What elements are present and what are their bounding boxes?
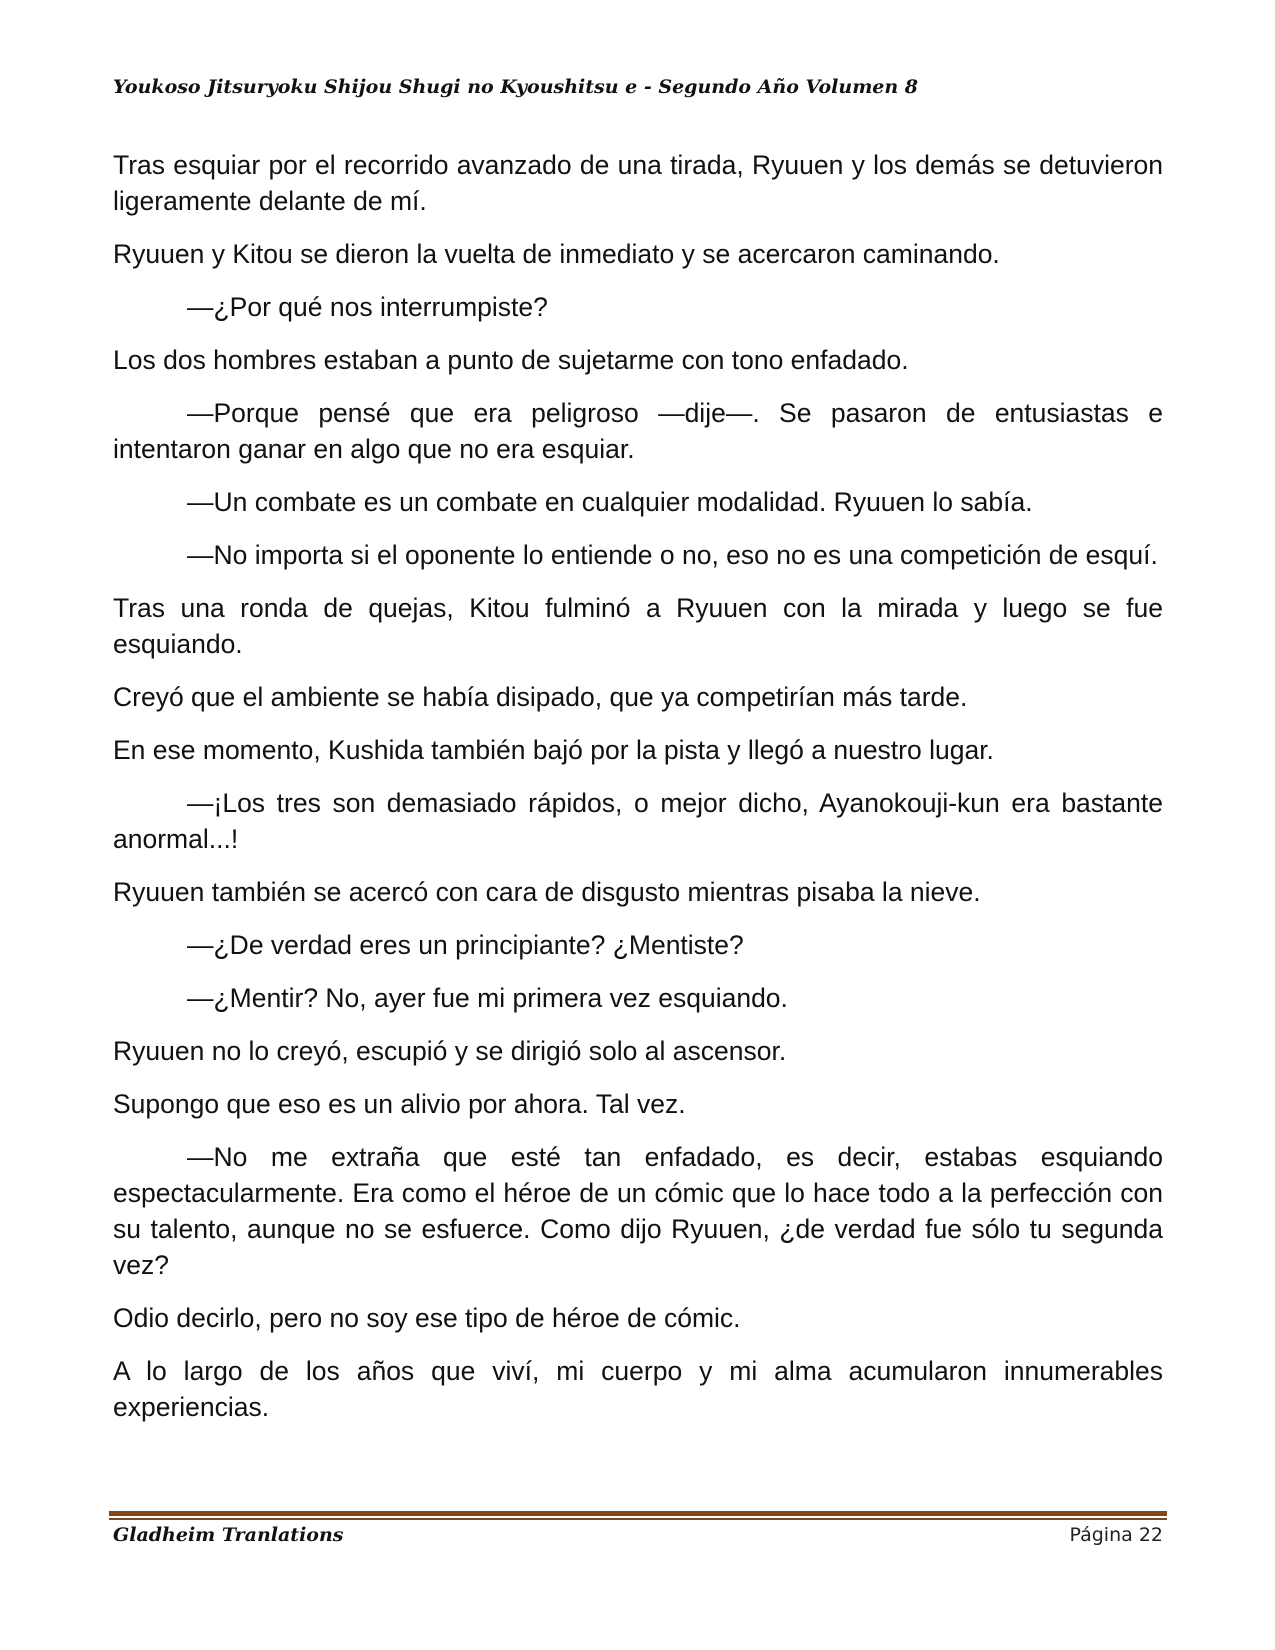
dialogue-paragraph: —¿Por qué nos interrumpiste? bbox=[187, 292, 548, 322]
page-number: 22 bbox=[1138, 1524, 1163, 1546]
running-header-title: Youkoso Jitsuryoku Shijou Shugi no Kyoushitsu e - Segundo Año Volumen 8 bbox=[113, 76, 919, 98]
paragraph: Creyó que el ambiente se había disipado, que ya competirían más tarde. bbox=[113, 682, 968, 712]
paragraph: Tras esquiar por el recorrido avanzado de una tirada, Ryuuen y los demás se detuvieron ligeramente delante de mí. bbox=[113, 150, 1163, 216]
paragraph: En ese momento, Kushida también bajó por la pista y llegó a nuestro lugar. bbox=[113, 735, 994, 765]
paragraph: Ryuuen no lo creyó, escupió y se dirigió solo al ascensor. bbox=[113, 1036, 787, 1066]
dialogue-paragraph: —No importa si el oponente lo entiende o no, eso no es una competición de esquí. bbox=[187, 540, 1158, 570]
paragraph: Ryuuen y Kitou se dieron la vuelta de inmediato y se acercaron caminando. bbox=[113, 239, 1000, 269]
page-label: Página bbox=[1069, 1524, 1133, 1546]
dialogue-paragraph: —¿Mentir? No, ayer fue mi primera vez esquiando. bbox=[187, 983, 788, 1013]
body-text bbox=[113, 147, 1163, 1442]
footer-credit: Gladheim Tranlations bbox=[113, 1524, 344, 1546]
dialogue-paragraph: —Porque pensé que era peligroso —dije—. Se pasaron de entusiastas e intentaron ganar en algo que no era esquiar. bbox=[113, 398, 1163, 464]
paragraph: A lo largo de los años que viví, mi cuerpo y mi alma acumularon innumerables experiencias. bbox=[113, 1356, 1163, 1422]
dialogue-paragraph: —¿De verdad eres un principiante? ¿Mentiste? bbox=[187, 930, 744, 960]
footer-divider-thin-line bbox=[109, 1518, 1167, 1520]
dialogue-paragraph: —No me extraña que esté tan enfadado, es decir, estabas esquiando espectacularmente. Era como el héroe de un cómic que lo hace todo a la perfección con su talento, aunque no se esfuerce. Como dijo Ryuuen, ¿de verdad fue sólo tu segunda vez? bbox=[113, 1142, 1163, 1280]
paragraph: Los dos hombres estaban a punto de sujetarme con tono enfadado. bbox=[113, 345, 909, 375]
paragraph: Tras una ronda de quejas, Kitou fulminó a Ryuuen con la mirada y luego se fue esquiando. bbox=[113, 593, 1163, 659]
dialogue-paragraph: —Un combate es un combate en cualquier modalidad. Ryuuen lo sabía. bbox=[187, 487, 1033, 517]
paragraph: Odio decirlo, pero no soy ese tipo de héroe de cómic. bbox=[113, 1303, 741, 1333]
paragraph: Supongo que eso es un alivio por ahora. Tal vez. bbox=[113, 1089, 686, 1119]
footer-divider-thick-line bbox=[109, 1511, 1167, 1516]
footer-divider bbox=[109, 1511, 1167, 1520]
paragraph: Ryuuen también se acercó con cara de disgusto mientras pisaba la nieve. bbox=[113, 877, 981, 907]
dialogue-paragraph: —¡Los tres son demasiado rápidos, o mejor dicho, Ayanokouji-kun era bastante anormal...! bbox=[113, 788, 1163, 854]
page-number-block bbox=[1069, 1522, 1163, 1548]
